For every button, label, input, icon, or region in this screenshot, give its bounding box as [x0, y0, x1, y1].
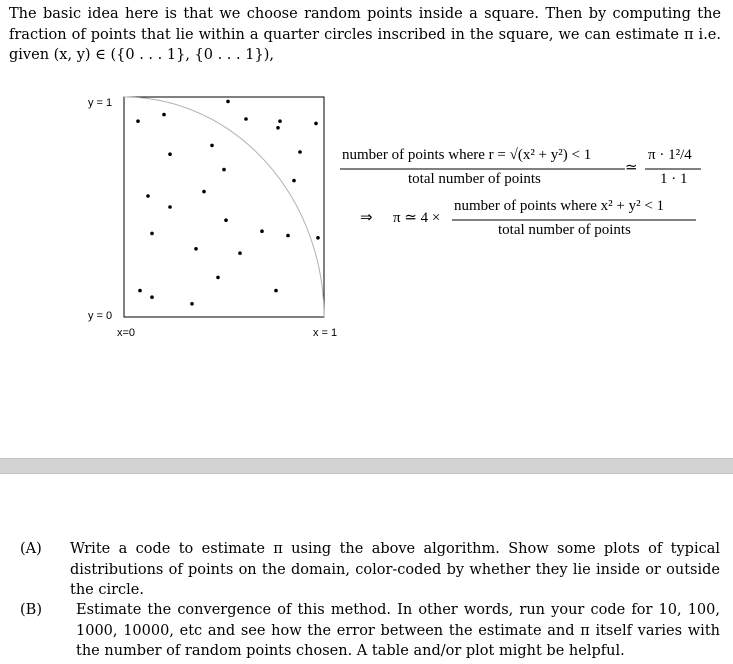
random-point: [224, 218, 228, 222]
ratio-numerator-2: number of points where x² + y² < 1: [454, 198, 665, 214]
question-b-text: Estimate the convergence of this method. In other words, run your code for 10, 100, 1000, 10000, etc and see how the error between the estimate and π itself varies with the number of random points chosen. A table and/or plot might be helpful.: [76, 602, 720, 659]
random-point: [316, 236, 320, 240]
random-points: [136, 100, 320, 306]
random-point: [168, 205, 172, 209]
random-point: [150, 295, 154, 299]
section-divider: [0, 458, 733, 474]
random-point: [244, 117, 248, 121]
question-a-text: Write a code to estimate π using the above algorithm. Show some plots of typical distributions of points on the domain, color-coded by whether they lie inside or outside the circle.: [70, 541, 720, 598]
y-top-label: y = 1: [88, 97, 113, 109]
area-ratio-denominator: 1 · 1: [660, 171, 688, 187]
question-b-letter: (B): [20, 602, 42, 618]
x-right-label: x = 1: [313, 327, 338, 339]
random-point: [150, 232, 154, 236]
ratio-denominator-2: total number of points: [498, 222, 631, 238]
approx-symbol: ≃: [625, 160, 638, 176]
random-point: [314, 122, 318, 126]
random-point: [238, 251, 242, 255]
random-point: [222, 168, 226, 172]
x-left-label: x=0: [117, 327, 136, 339]
random-point: [278, 119, 282, 123]
random-point: [190, 302, 194, 306]
random-point: [202, 190, 206, 194]
quarter-circle-arc: [124, 97, 324, 317]
random-point: [276, 126, 280, 130]
random-point: [286, 234, 290, 238]
random-point: [146, 194, 150, 198]
random-point: [260, 229, 264, 233]
intro-paragraph: The basic idea here is that we choose random points inside a square. Then by computing the fraction of points that lie within a quarter circles inscribed in the square, we can estimate π i.e. given (x, y) ∈ ({0 . . . 1}, {0 . . . 1}),: [9, 6, 721, 63]
random-point: [162, 113, 166, 117]
ratio-numerator-1: number of points where r = √(x² + y²) < 1: [342, 147, 592, 163]
random-point: [226, 100, 230, 104]
random-point: [274, 289, 278, 293]
implies-arrow: ⇒: [360, 210, 373, 226]
question-a: [20, 539, 720, 601]
random-point: [168, 152, 172, 156]
random-point: [298, 150, 302, 154]
question-a-letter: (A): [20, 541, 42, 557]
area-ratio-numerator: π · 1²/4: [648, 147, 692, 163]
random-point: [210, 144, 214, 148]
random-point: [138, 289, 142, 293]
random-point: [292, 179, 296, 183]
random-point: [216, 276, 220, 280]
unit-square: [124, 97, 324, 317]
pi-approx-label: π ≃ 4 ×: [393, 210, 441, 226]
random-point: [194, 247, 198, 251]
y-bottom-label: y = 0: [88, 310, 113, 322]
ratio-denominator-1: total number of points: [408, 171, 541, 187]
question-b: [20, 600, 720, 662]
random-point: [136, 119, 140, 123]
